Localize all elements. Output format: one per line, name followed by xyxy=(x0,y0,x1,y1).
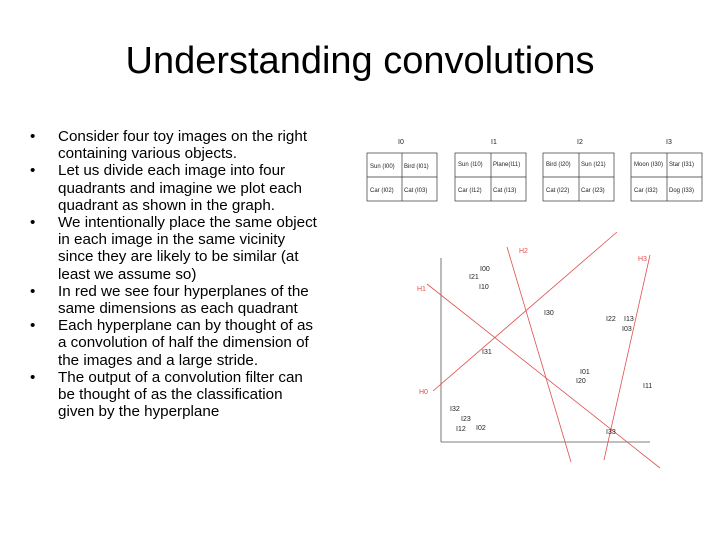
cell-i32: Car (I32) xyxy=(634,188,658,194)
cell-i30: Moon (I30) xyxy=(634,162,664,168)
cell-i00: Sun (I00) xyxy=(370,164,395,170)
bullet-line: • Each hyperplane can by thought of as xyxy=(58,317,313,335)
hyperplane-h0 xyxy=(433,232,617,391)
point-label: I21 xyxy=(469,274,479,281)
bullet-line: the images and a large stride. xyxy=(58,351,259,369)
cell-i22: Cat (I22) xyxy=(546,188,570,194)
cell-i02: Car (I02) xyxy=(370,188,394,194)
image-label-i1: I1 xyxy=(491,139,497,146)
bullet-line: a convolution of half the dimension of xyxy=(58,334,309,352)
point-label: I32 xyxy=(450,406,460,413)
bullet-line: • Consider four toy images on the right xyxy=(58,128,308,145)
point-label: I00 xyxy=(480,266,490,273)
point-label: I13 xyxy=(624,316,634,323)
cell-i21: Sun (I21) xyxy=(581,162,606,168)
bullet-line: in each image in the same vicinity xyxy=(58,231,286,249)
cell-i31: Star (I31) xyxy=(669,162,695,168)
hyperplane-label-h0: H0 xyxy=(419,389,428,396)
point-label: I33 xyxy=(606,429,616,436)
slide-title: Understanding convolutions xyxy=(125,40,595,82)
image-label-i3: I3 xyxy=(666,139,672,146)
point-label: I30 xyxy=(544,310,554,317)
point-label: I01 xyxy=(580,369,590,376)
hyperplane-label-h3: H3 xyxy=(638,256,647,263)
point-label: I03 xyxy=(622,326,632,333)
point-label: I02 xyxy=(476,425,486,432)
cell-i23: Car (I23) xyxy=(581,188,605,194)
point-label: I12 xyxy=(456,426,466,433)
cell-i12: Car (I12) xyxy=(458,188,482,194)
hyperplane-label-h1: H1 xyxy=(417,286,426,293)
bullet-line: quadrants and imagine we plot each xyxy=(58,179,303,197)
bullet-line: given by the hyperplane xyxy=(58,403,220,421)
bullet-line: since they are likely to be similar (at xyxy=(58,248,299,266)
point-label: I11 xyxy=(643,383,653,390)
hyperplane-label-h2: H2 xyxy=(519,248,528,255)
point-label: I22 xyxy=(606,316,616,323)
cell-i33: Dog (I33) xyxy=(669,188,695,194)
bullet-line: be thought of as the classification xyxy=(58,386,283,404)
cell-i10: Sun (I10) xyxy=(458,162,483,168)
cell-i01: Bird (I01) xyxy=(404,164,429,170)
point-label: I10 xyxy=(479,284,489,291)
cell-i03: Cat (I03) xyxy=(404,188,428,194)
bullet-line: same dimensions as each quadrant xyxy=(58,300,298,318)
bullet-line: • In red we see four hyperplanes of the xyxy=(58,282,309,300)
point-label: I23 xyxy=(461,416,471,423)
cell-i13: Cat (I13) xyxy=(493,188,517,194)
bullet-line: • We intentionally place the same object xyxy=(58,214,317,232)
bullet-line: • Let us divide each image into four xyxy=(58,162,286,180)
image-label-i0: I0 xyxy=(398,139,404,146)
cell-i20: Bird (I20) xyxy=(546,162,571,168)
bullet-line: quadrant as shown in the graph. xyxy=(58,196,275,214)
bullet-line: • The output of a convolution filter can xyxy=(58,368,303,386)
bullet-line: containing various objects. xyxy=(58,145,237,163)
cell-i11: Plane(I11) xyxy=(493,162,521,168)
point-label: I20 xyxy=(576,378,586,385)
image-label-i2: I2 xyxy=(577,139,583,146)
bullet-line: least we assume so) xyxy=(58,265,197,283)
point-label: I31 xyxy=(482,349,492,356)
